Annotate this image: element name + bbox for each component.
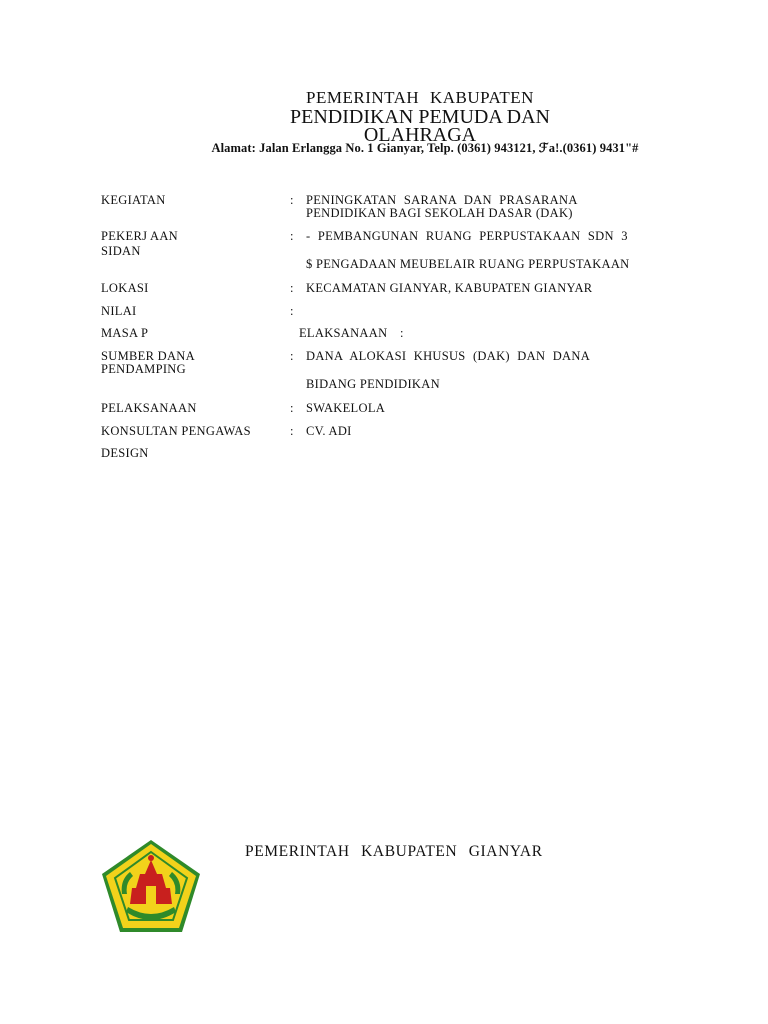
colon-konsultan: : xyxy=(290,424,294,438)
header-address: Alamat: Jalan Erlangga No. 1 Gianyar, Telp. (0361) 943121, ℱa!.(0361) 9431"# xyxy=(211,141,639,155)
value-masa: ELAKSANAAN xyxy=(299,326,388,340)
label-konsultan-2: DESIGN xyxy=(101,446,149,460)
label-sumber-dana-1: SUMBER DANA xyxy=(101,349,195,363)
label-pelaksanaan: PELAKSANAAN xyxy=(101,401,197,415)
gianyar-emblem-logo xyxy=(100,838,202,934)
colon-pekerjaan: : xyxy=(290,229,294,243)
label-lokasi: LOKASI xyxy=(101,281,149,295)
value-pelaksanaan: SWAKELOLA xyxy=(306,401,386,415)
colon-kegiatan: : xyxy=(290,193,294,207)
value-sumber-dana-1: DANA ALOKASI KHUSUS (DAK) DAN DANA xyxy=(306,349,591,363)
header-line-1: PEMERINTAH KABUPATEN xyxy=(306,88,534,107)
label-pekerjaan-2: SIDAN xyxy=(101,244,141,258)
header-line-3: OLAHRAGA xyxy=(363,124,477,146)
label-pekerjaan-1: PEKERJ AAN xyxy=(101,229,178,243)
value-pekerjaan-2: $ PENGADAAN MEUBELAIR RUANG PERPUSTAKAAN xyxy=(306,257,630,271)
colon-sumber-dana: : xyxy=(290,349,294,363)
colon-pelaksanaan: : xyxy=(290,401,294,415)
label-masa: MASA P xyxy=(101,326,149,340)
value-konsultan: CV. ADI xyxy=(306,424,352,438)
label-konsultan-1: KONSULTAN PENGAWAS xyxy=(101,424,251,438)
colon-masa: : xyxy=(400,326,404,340)
footer-title: PEMERINTAH KABUPATEN GIANYAR xyxy=(245,843,543,860)
value-kegiatan-2: PENDIDIKAN BAGI SEKOLAH DASAR (DAK) xyxy=(306,206,573,220)
label-kegiatan: KEGIATAN xyxy=(101,193,166,207)
value-pekerjaan-1: - PEMBANGUNAN RUANG PERPUSTAKAAN SDN 3 xyxy=(306,229,628,243)
header-line-2: PENDIDIKAN PEMUDA DAN xyxy=(290,106,550,128)
value-lokasi: KECAMATAN GIANYAR, KABUPATEN GIANYAR xyxy=(306,281,593,295)
label-nilai: NILAI xyxy=(101,304,137,318)
label-sumber-dana-2: PENDAMPING xyxy=(101,362,186,376)
value-sumber-dana-2: BIDANG PENDIDIKAN xyxy=(306,377,440,391)
colon-lokasi: : xyxy=(290,281,294,295)
value-kegiatan-1: PENINGKATAN SARANA DAN PRASARANA xyxy=(306,193,578,207)
colon-nilai: : xyxy=(290,304,294,318)
